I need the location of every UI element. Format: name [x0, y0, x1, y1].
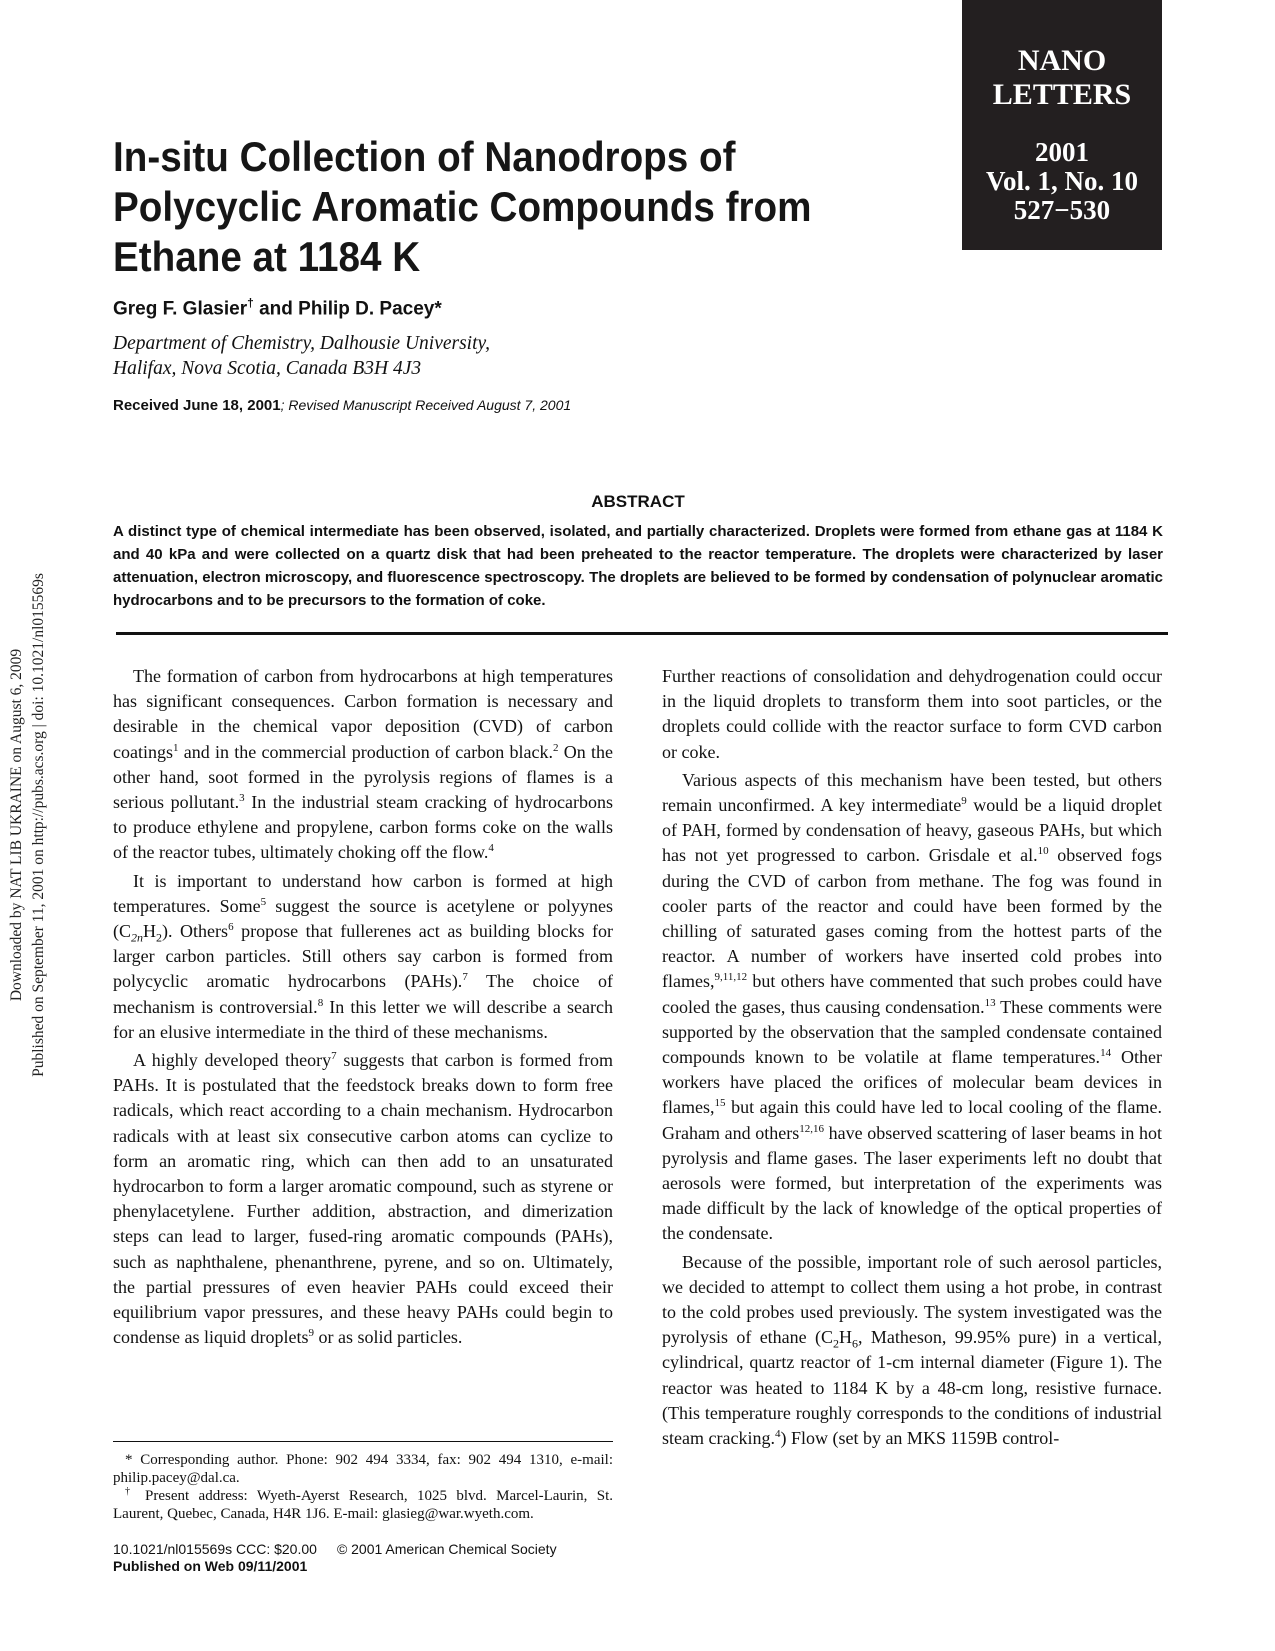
- citation-ref: 1: [173, 741, 179, 754]
- citation-ref: 10: [1037, 845, 1049, 858]
- subscript: 2: [156, 930, 162, 945]
- affiliation: [113, 331, 673, 381]
- author-footnote-mark: †: [247, 296, 254, 310]
- title-line2: Polycyclic Aromatic Compounds from: [113, 183, 812, 230]
- body-column-left: [113, 664, 613, 1353]
- citation-ref: 3: [239, 792, 245, 805]
- doi-line: 10.1021/nl015569s CCC: $20.00: [113, 1541, 317, 1557]
- citation-ref: 15: [714, 1097, 726, 1110]
- footnote: * Corresponding author. Phone: 902 494 3334, fax: 902 494 1310, e-mail: philip.pacey@dal.ca.: [113, 1452, 613, 1486]
- journal-box: [962, 0, 1162, 250]
- download-stamp-line1: Downloaded by NAT LIB UKRAINE on August 6, 2009: [8, 648, 25, 1002]
- citation-ref: 4: [774, 1428, 781, 1441]
- journal-issue: [962, 138, 1162, 225]
- journal-pages: 527−530: [1013, 195, 1111, 225]
- author-name: Philip D. Pacey*: [298, 298, 442, 320]
- body-paragraph: Because of the possible, important role of such aerosol particles, we decided to attempt to collect them using a hot probe, in contrast to the cold probes used previously. The system investigated was the pyrolysis of ethane ($C_2H_6$, Matheson, 99.95% pure) in a vertical, cylindrical, quartz reactor of 1-cm internal diameter (Figure 1). The reactor was heated to 1184 K by a 48-cm long, resistive furnace. (This temperature roughly corresponds to the conditions of industrial steam cracking.$^4$) Flow (set by an MKS 1159B control-: [662, 1251, 1163, 1449]
- citation-ref: 2: [552, 741, 559, 754]
- body-paragraph: Various aspects of this mechanism have been tested, but others remain unconfirmed. A key intermediate$^9$ would be a liquid droplet of PAH, formed by condensation of heavy, gaseous PAHs, but which has not yet progressed to carbon. Grisdale et al.$^{10}$ observed fogs during the CVD of carbon from methane. The fog was found in cooler parts of the reactor and could have been formed by the chilling of saturated gases coming from the hottest parts of the reactor. A number of workers have inserted cold probes into flames,$^{9,11,12}$ but others have commented that such probes could have cooled the gases, thus causing condensation.$^{13}$ These comments were supported by the observation that the sampled condensate contained compounds known to be volatile at flame temperatures.$^{14}$ Other workers have placed the orifices of molecular beam devices in flames,$^{15}$ but again this could have led to local cooling of the flame. Graham and others$^{12,16}$ have observed scattering of laser beams in hot pyrolysis and flame gases. The laser experiments left no doubt that aerosols were formed, but interpretation of the experiments was made difficult by the lack of knowledge of the optical properties of the condensate.: [662, 769, 1163, 1244]
- subscript: 2n: [131, 930, 143, 945]
- citation-ref: 9: [961, 795, 967, 808]
- journal-name-line2: LETTERS: [992, 78, 1132, 111]
- article-title: [113, 132, 840, 282]
- citation-ref: 7: [331, 1050, 337, 1063]
- citation-ref: 8: [317, 996, 324, 1009]
- published-date: Published on Web 09/11/2001: [113, 1558, 308, 1574]
- title-line1: In-situ Collection of Nanodrops of: [113, 133, 736, 180]
- subscript: 2: [833, 1336, 840, 1351]
- citation-ref: 6: [228, 921, 234, 934]
- journal-volume: Vol. 1, No. 10: [985, 166, 1139, 196]
- revised-date: ; Revised Manuscript Received August 7, 2001: [280, 397, 572, 413]
- citation-ref: 9: [308, 1327, 314, 1340]
- abstract-divider: [116, 632, 1168, 635]
- body-paragraph: The formation of carbon from hydrocarbons at high temperatures has significant consequences. Carbon formation is necessary and desirable in the chemical vapor deposition (CVD) of carbon coatings$^1$ and in the commercial production of carbon black.$^2$ On the other hand, soot formed in the pyrolysis regions of flames is a serious pollutant.$^3$ In the industrial steam cracking of hydrocarbons to produce ethylene and propylene, carbon forms coke on the walls of the reactor tubes, ultimately choking off the flow.$^4$: [113, 666, 614, 863]
- citation-ref: 12,16: [799, 1122, 824, 1135]
- abstract-heading: ABSTRACT: [591, 492, 685, 511]
- body-paragraph: A highly developed theory$^7$ suggests that carbon is formed from PAHs. It is postulated that the feedstock breaks down to form free radicals, which react according to a chain mechanism. Hydrocarbon radicals with at least six consecutive carbon atoms can cyclize to form an aromatic ring, which can then add to an unsaturated hydrocarbon to form a larger aromatic compound, such as styrene or phenylacetylene. Further addition, abstraction, and dimerization steps can lead to larger, fused-ring aromatic compounds (PAHs), such as naphthalene, phenanthrene, pyrene, and so on. Ultimately, the partial pressures of even heavier PAHs could exceed their equilibrium vapor pressures, and these heavy PAHs could begin to condense as liquid droplets$^9$ or as solid particles.: [113, 1050, 613, 1348]
- affiliation-line1: Department of Chemistry, Dalhousie University,: [113, 333, 490, 354]
- journal-name: [962, 44, 1162, 112]
- title-line3: Ethane at 1184 K: [113, 233, 421, 280]
- affiliation-line2: Halifax, Nova Scotia, Canada B3H 4J3: [113, 358, 422, 379]
- subscript: 6: [852, 1336, 859, 1351]
- citation-ref: 9,11,12: [714, 971, 748, 984]
- author-name: Greg F. Glasier: [113, 298, 248, 320]
- abstract-text: A distinct type of chemical intermediate has been observed, isolated, and partially characterized. Droplets were formed from ethane gas at 1184 K and 40 kPa and were collected on a quartz disk that had been preheated to the reactor temperature. The droplets were characterized by laser attenuation, electron microscopy, and fluorescence spectroscopy. The droplets are believed to be formed by condensation of polynuclear aromatic hydrocarbons and to be precursors to the formation of coke.: [113, 523, 1163, 609]
- received-date: Received June 18, 2001: [113, 397, 281, 414]
- publication-info: [113, 1541, 557, 1575]
- download-stamp-line2: Published on September 11, 2001 on http://pubs.acs.org | doi: 10.1021/nl015569s: [30, 573, 47, 1077]
- citation-ref: 5: [260, 895, 267, 908]
- citation-ref: 7: [462, 971, 468, 984]
- body-paragraph: Further reactions of consolidation and dehydrogenation could occur in the liquid droplets to transform them into soot particles, or the droplets could collide with the reactor surface to form CVD carbon or coke.: [662, 666, 1162, 762]
- copyright: © 2001 American Chemical Society: [336, 1541, 557, 1557]
- journal-name-line1: NANO: [1017, 44, 1107, 77]
- journal-year: 2001: [1035, 137, 1089, 167]
- footnote: † Present address: Wyeth-Ayerst Research, 1025 blvd. Marcel-Laurin, St. Laurent, Quebec, Canada, H4R 1J6. E-mail: glasieg@war.wyeth.com.: [113, 1486, 614, 1522]
- received-dates: [113, 397, 571, 414]
- author-list: [113, 296, 442, 320]
- footnote-divider: [113, 1441, 613, 1442]
- author-joiner: and: [253, 298, 299, 320]
- citation-ref: 14: [1100, 1047, 1112, 1060]
- download-stamp: [0, 0, 56, 1100]
- citation-ref: 4: [488, 842, 494, 855]
- body-column-right: [662, 664, 1162, 1454]
- body-paragraph: It is important to understand how carbon is formed at high temperatures. Some$^5$ suggest the source is acetylene or polyynes $(C_{2n}H_2)$. Others$^6$ propose that fullerenes act as building blocks for larger carbon particles. Still others say carbon is formed from polycyclic aromatic hydrocarbons (PAHs).$^7$ The choice of mechanism is controversial.$^8$ In this letter we will describe a search for an elusive intermediate in the third of these mechanisms.: [113, 870, 614, 1042]
- footnotes: [113, 1451, 613, 1523]
- citation-ref: 13: [984, 996, 996, 1009]
